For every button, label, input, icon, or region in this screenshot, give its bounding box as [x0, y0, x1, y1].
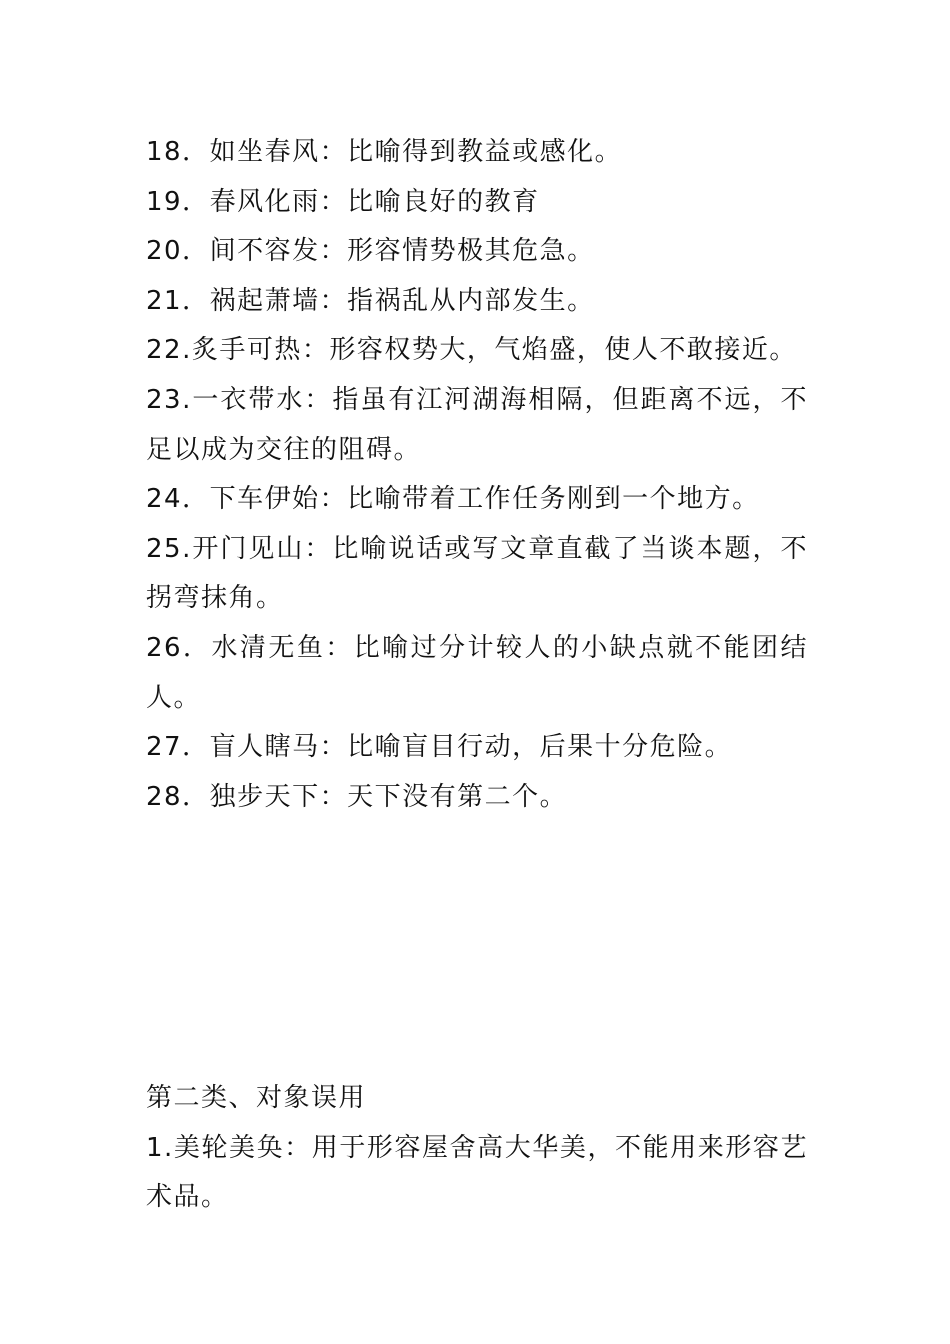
list-item: 24．下车伊始：比喻带着工作任务刚到一个地方。	[146, 484, 760, 515]
list-item: 21．祸起萧墙：指祸乱从内部发生。	[146, 285, 595, 316]
list-item: 23.一衣带水：指虽有江河湖海相隔，但距离不远，不足以成为交往的阻碍。	[146, 384, 808, 465]
list-item: 19．春风化雨：比喻良好的教育	[146, 186, 540, 217]
section-heading: 第二类、对象误用	[146, 1083, 367, 1113]
list-item: 1.美轮美奂：用于形容屋舍高大华美，不能用来形容艺术品。	[146, 1132, 808, 1213]
list-item: 28．独步天下：天下没有第二个。	[146, 781, 568, 812]
list-item: 27．盲人瞎马：比喻盲目行动，后果十分危险。	[146, 732, 733, 763]
list-item: 18．如坐春风：比喻得到教益或感化。	[146, 137, 623, 167]
list-item: 22.炙手可热：形容权势大，气焰盛，使人不敢接近。	[146, 335, 797, 366]
idiom-list	[146, 128, 808, 822]
misuse-section	[146, 1074, 808, 1223]
list-item: 20．间不容发：形容情势极其危急。	[146, 236, 595, 267]
list-item: 25.开门见山：比喻说话或写文章直截了当谈本题，不拐弯抹角。	[146, 533, 808, 614]
list-item: 26．水清无鱼：比喻过分计较人的小缺点就不能团结人。	[146, 632, 808, 713]
